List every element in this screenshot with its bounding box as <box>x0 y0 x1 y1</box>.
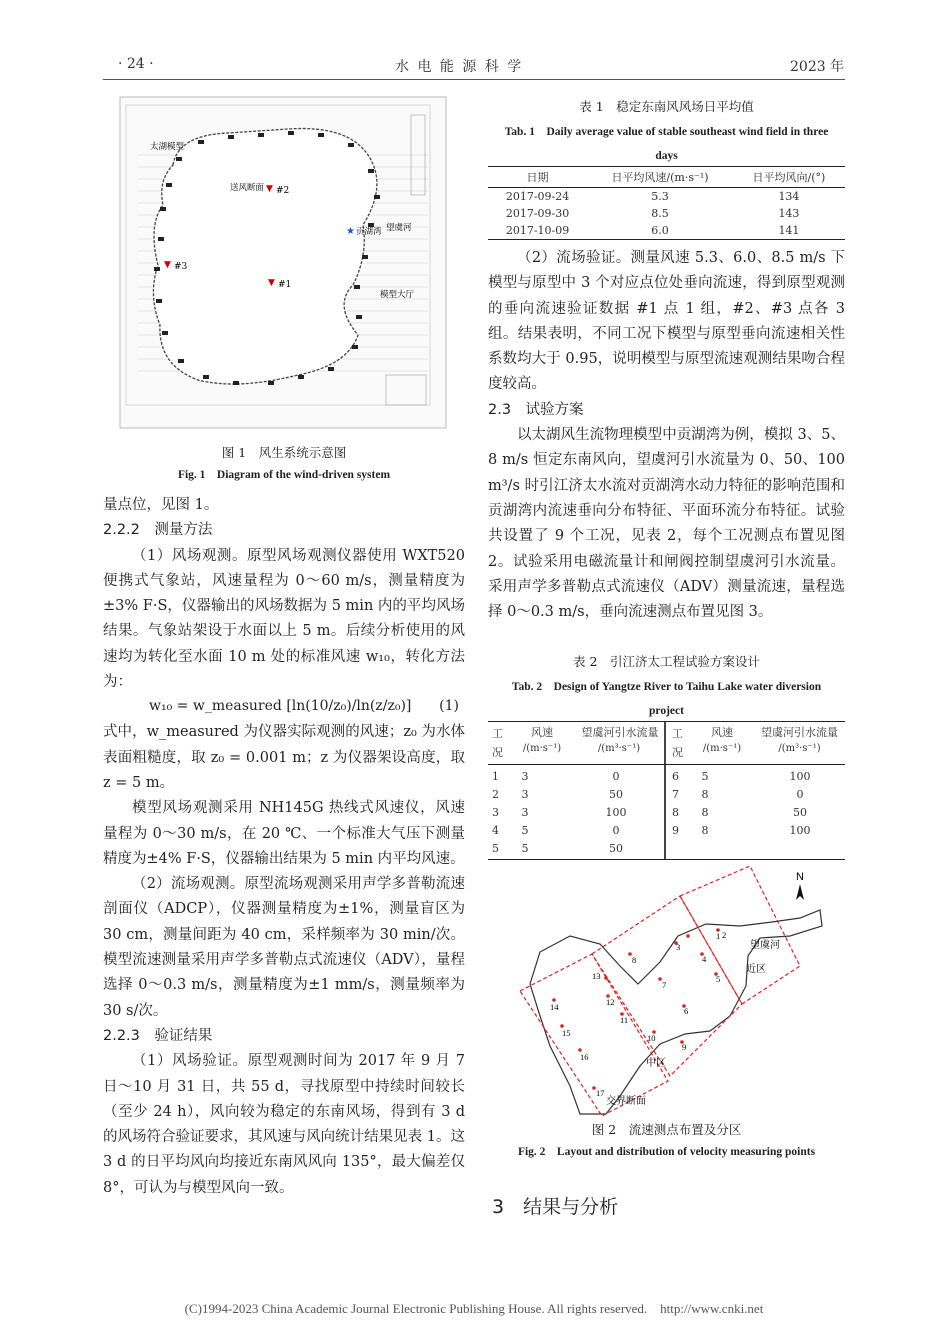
marker-p1: ▼ <box>268 278 275 288</box>
right-column <box>488 246 845 625</box>
section-2-3: 2.3 试验方案 <box>488 401 584 418</box>
point-label: 13 <box>592 971 601 981</box>
label-zone-near: 近区 <box>746 964 766 975</box>
t2-h-case-left: 工况 <box>492 727 503 759</box>
journal-name: 水 电 能 源 科 学 <box>395 59 524 75</box>
table-row <box>488 770 664 788</box>
t2-cell: 1 <box>492 770 499 783</box>
t2-left-rows <box>488 770 664 860</box>
section-2-2-3: 2.2.3 验证结果 <box>103 1027 213 1044</box>
t2-cell: 50 <box>793 806 807 819</box>
label-hall: 模型大厅 <box>380 290 415 300</box>
table-row <box>670 824 845 842</box>
t2-cell: 6 <box>672 770 679 783</box>
label-bay: 贡湖湾 <box>356 227 382 237</box>
copyright-footer: (C)1994-2023 China Academic Journal Electronic Publishing House. All rights reserved. http://www.cnki.net <box>184 1301 764 1316</box>
figure-2 <box>510 866 830 1116</box>
t2-cell: 0 <box>612 770 620 783</box>
marker-p2: ▼ <box>266 184 273 194</box>
table1-title-en: Tab. 1 Daily average value of stable southeast wind field in three days <box>504 126 829 162</box>
point-label: 11 <box>620 1015 629 1025</box>
table-row <box>670 806 845 824</box>
point-label: 3 <box>676 942 681 952</box>
t2-cell: 4 <box>492 824 499 837</box>
t2-cell: 3 <box>492 806 499 819</box>
north-label: N <box>796 871 804 883</box>
table-row <box>488 222 845 240</box>
north-arrow-icon <box>796 884 804 900</box>
t2-cell: 50 <box>609 788 623 801</box>
t2-h-flow-right: 望虞河引水流量 <box>761 726 838 739</box>
label-p3: #3 <box>174 262 188 272</box>
t1-header-dir: 日平均风向/(°) <box>733 167 845 188</box>
t1-cell: 134 <box>778 190 800 203</box>
table-row <box>488 188 845 206</box>
t1-header-date: 日期 <box>488 167 587 188</box>
figure-1 <box>118 95 448 430</box>
t2-right-rows <box>670 770 845 842</box>
table-row <box>488 806 664 824</box>
t2-cell: 8 <box>701 806 709 819</box>
label-wangyu-river: 望虞河 <box>750 940 780 951</box>
t2-cell: 5 <box>521 842 529 855</box>
t2-cell: 5 <box>701 770 709 783</box>
t1-cell: 2017-10-09 <box>488 222 587 240</box>
fig1-caption-zh: 图 1 风生系统示意图 <box>221 445 347 460</box>
point-label: 7 <box>662 980 667 990</box>
t1-cell: 5.3 <box>651 190 669 203</box>
t2-cell: 100 <box>789 770 811 783</box>
t2-cell: 50 <box>609 842 623 855</box>
para-model-wind: 模型风场观测采用 NH145G 热线式风速仪，风速量程为 0～30 m/s，在 20 ℃、一个标准大气压下测量精度为±4% F·S，仪器输出结果为 5 min 内平均风速。 <box>103 800 465 867</box>
label-zone-boundary: 交界断面 <box>606 1096 646 1107</box>
table-row <box>488 205 845 222</box>
equation-1 <box>103 695 465 720</box>
point-label: 15 <box>562 1028 571 1038</box>
t2-cell: 5 <box>521 824 529 837</box>
t2-h-wind-right: 风速 <box>711 726 733 739</box>
t1-cell: 2017-09-24 <box>505 190 570 203</box>
star-icon: ★ <box>346 226 355 237</box>
table1-title-zh: 表 1 稳定东南风风场日平均值 <box>579 99 754 114</box>
t2-h-case-right: 工况 <box>672 727 683 759</box>
para-wind-obs: （1）风场观测。原型风场观测仪器使用 WXT520 便携式气象站，风速量程为 0～60 m/s，测量精度为±3% F·S，仪器输出的风场数据为 5 min 内的平均风场结果。气象站架设于水面以上 5 m。后续分析使用的风速均为转化至水面 10 m 处的标准风速 w₁₀，转化方法为： <box>103 547 465 691</box>
point-label: 4 <box>702 954 707 964</box>
equation-text: w₁₀ = w_measured [ln(10/z₀)/ln(z/z₀)] <box>149 698 412 715</box>
t2-cell: 7 <box>672 788 679 801</box>
label-zone-mid: 中区 <box>646 1058 666 1069</box>
t2-cell: 100 <box>605 806 627 819</box>
equation-number: (1) <box>439 698 459 715</box>
t2-h-wind-unit-right: /(m·s⁻¹) <box>702 743 742 754</box>
label-p1: #1 <box>278 280 292 290</box>
t2-cell: 8 <box>701 824 709 837</box>
t2-cell: 9 <box>672 824 679 837</box>
year: 2023 年 <box>790 59 845 75</box>
table-1 <box>488 166 845 240</box>
para-eq-explain: 式中，w_measured 为仪器实际观测的风速；z₀ 为水体表面粗糙度，取 z₀ = 0.001 m；z 为仪器架设高度，取 z = 5 m。 <box>103 724 465 791</box>
header-rule <box>103 79 845 80</box>
table-row <box>670 788 845 806</box>
table-2 <box>488 721 845 860</box>
marker-p3: ▼ <box>164 260 171 270</box>
point-label: 14 <box>550 1002 559 1012</box>
fig2-caption-en: Fig. 2 Layout and distribution of velocity measuring points <box>517 1146 816 1158</box>
point-label: 16 <box>580 1052 589 1062</box>
point-label: 8 <box>632 955 637 965</box>
para-wind-verify: （1）风场验证。原型观测时间为 2017 年 9 月 7 日～10 月 31 日，共 55 d，寻找原型中持续时间较长（至少 24 h），风向较为稳定的东南风场，得到有 3 d 的风场符合验证要求，其风速与风向统计结果见表 1。这 3 d 的日平均风向均接近东南风风向 135°，最大偏差仅 8°，可认为与模型风向一致。 <box>103 1053 465 1196</box>
t2-h-wind-unit-left: /(m·s⁻¹) <box>522 743 562 754</box>
table2-title-zh: 表 2 引江济太工程试验方案设计 <box>573 654 760 669</box>
t1-cell: 2017-09-30 <box>505 207 570 220</box>
t2-cell: 2 <box>492 788 499 801</box>
t2-cell: 100 <box>789 824 811 837</box>
section-3-heading: 3 结果与分析 <box>492 1196 619 1218</box>
section-2-2-2: 2.2.2 测量方法 <box>103 522 213 539</box>
t2-cell: 5 <box>492 842 499 855</box>
t2-h-flow-unit-right: /(m³·s⁻¹) <box>778 743 821 754</box>
wind-system-diagram <box>118 95 448 430</box>
point-label: 10 <box>647 1033 656 1043</box>
point-label: 5 <box>716 974 721 984</box>
table2-divider <box>664 722 666 859</box>
t2-cell: 8 <box>701 788 709 801</box>
t2-h-flow-unit-left: /(m³·s⁻¹) <box>597 743 641 754</box>
para-measure-points: 量点位，见图 1。 <box>103 497 219 513</box>
table-row <box>488 842 664 860</box>
table-row <box>670 770 845 788</box>
t2-h-wind-left: 风速 <box>531 726 553 739</box>
table-row <box>488 824 664 842</box>
para-test-plan: 以太湖风生流物理模型中贡湖湾为例，模拟 3、5、8 m/s 恒定东南风向，望虞河引水流量为 0、50、100 m³/s 时引江济太水流对贡湖湾水动力特征的影响范围和贡湖湾内流速垂向分布特征、平面环流分布特征。试验共设置了 9 个工况，见表 2，每个工况测点布置见图 2。试验采用电磁流量计和闸阀控制望虞河引水流量。采用声学多普勒点式流速仪（ADV）测量流速，量程选择 0～0.3 m/s，垂向流速测点布置见图 3。 <box>488 427 845 621</box>
t2-cell: 3 <box>521 788 529 801</box>
t1-header-speed: 日平均风速/(m·s⁻¹) <box>587 167 733 188</box>
t2-cell: 3 <box>521 806 529 819</box>
fig2-caption-zh: 图 2 流速测点布置及分区 <box>591 1122 742 1137</box>
t2-cell: 8 <box>672 806 679 819</box>
para-flow-obs: （2）流场观测。原型流场观测采用声学多普勒流速剖面仪（ADCP），仪器测量精度为±1%，测量盲区为 30 cm，测量间距为 40 cm，采样频率为 30 min/次。模型流速测量采用声学多普勒点式流速仪（ADV），量程选择 0～0.3 m/s，测量精度为±1 mm/s，测量频率为 30 s/次。 <box>103 876 465 1019</box>
t2-h-flow-left: 望虞河引水流量 <box>581 726 659 739</box>
label-taihu: 太湖模型 <box>150 142 185 152</box>
label-p2: #2 <box>276 186 290 196</box>
label-section: 送风断面 <box>230 183 265 193</box>
taihu-outline <box>153 129 376 384</box>
label-river: 望虞河 <box>386 223 412 233</box>
fig1-caption-en: Fig. 1 Diagram of the wind-driven system <box>177 469 391 481</box>
para-flow-verify: （2）流场验证。测量风速 5.3、6.0、8.5 m/s 下模型与原型中 3 个对应点位处垂向流速，得到原型观测的垂向流速验证数据 #1 点 1 组，#2、#3 点各 3 组。结果表明，不同工况下模型与原型垂向流速相关性系数均大于 0.95，说明模型与原型流速观测结果吻合程度较高。 <box>488 250 845 393</box>
t2-cell: 0 <box>796 788 804 801</box>
t2-cell: 0 <box>612 824 620 837</box>
t2-cell: 3 <box>521 770 529 783</box>
t1-cell: 6.0 <box>587 222 733 240</box>
t1-cell: 8.5 <box>651 207 669 220</box>
t1-cell: 141 <box>733 222 845 240</box>
page-number: · 24 · <box>118 56 154 72</box>
table2-title-en: Tab. 2 Design of Yangtze River to Taihu Lake water diversion project <box>511 681 822 717</box>
point-label: 12 <box>606 997 615 1007</box>
point-label: 17 <box>596 1088 605 1098</box>
left-column <box>103 493 465 1201</box>
t1-cell: 143 <box>778 207 800 220</box>
velocity-points-map <box>510 866 830 1116</box>
table-row <box>488 788 664 806</box>
table2-header-rule <box>488 764 845 765</box>
point-label: 6 <box>684 1006 689 1016</box>
point-label: 1 <box>716 931 721 941</box>
point-label: 9 <box>682 1042 687 1052</box>
point-label: 2 <box>722 930 727 940</box>
